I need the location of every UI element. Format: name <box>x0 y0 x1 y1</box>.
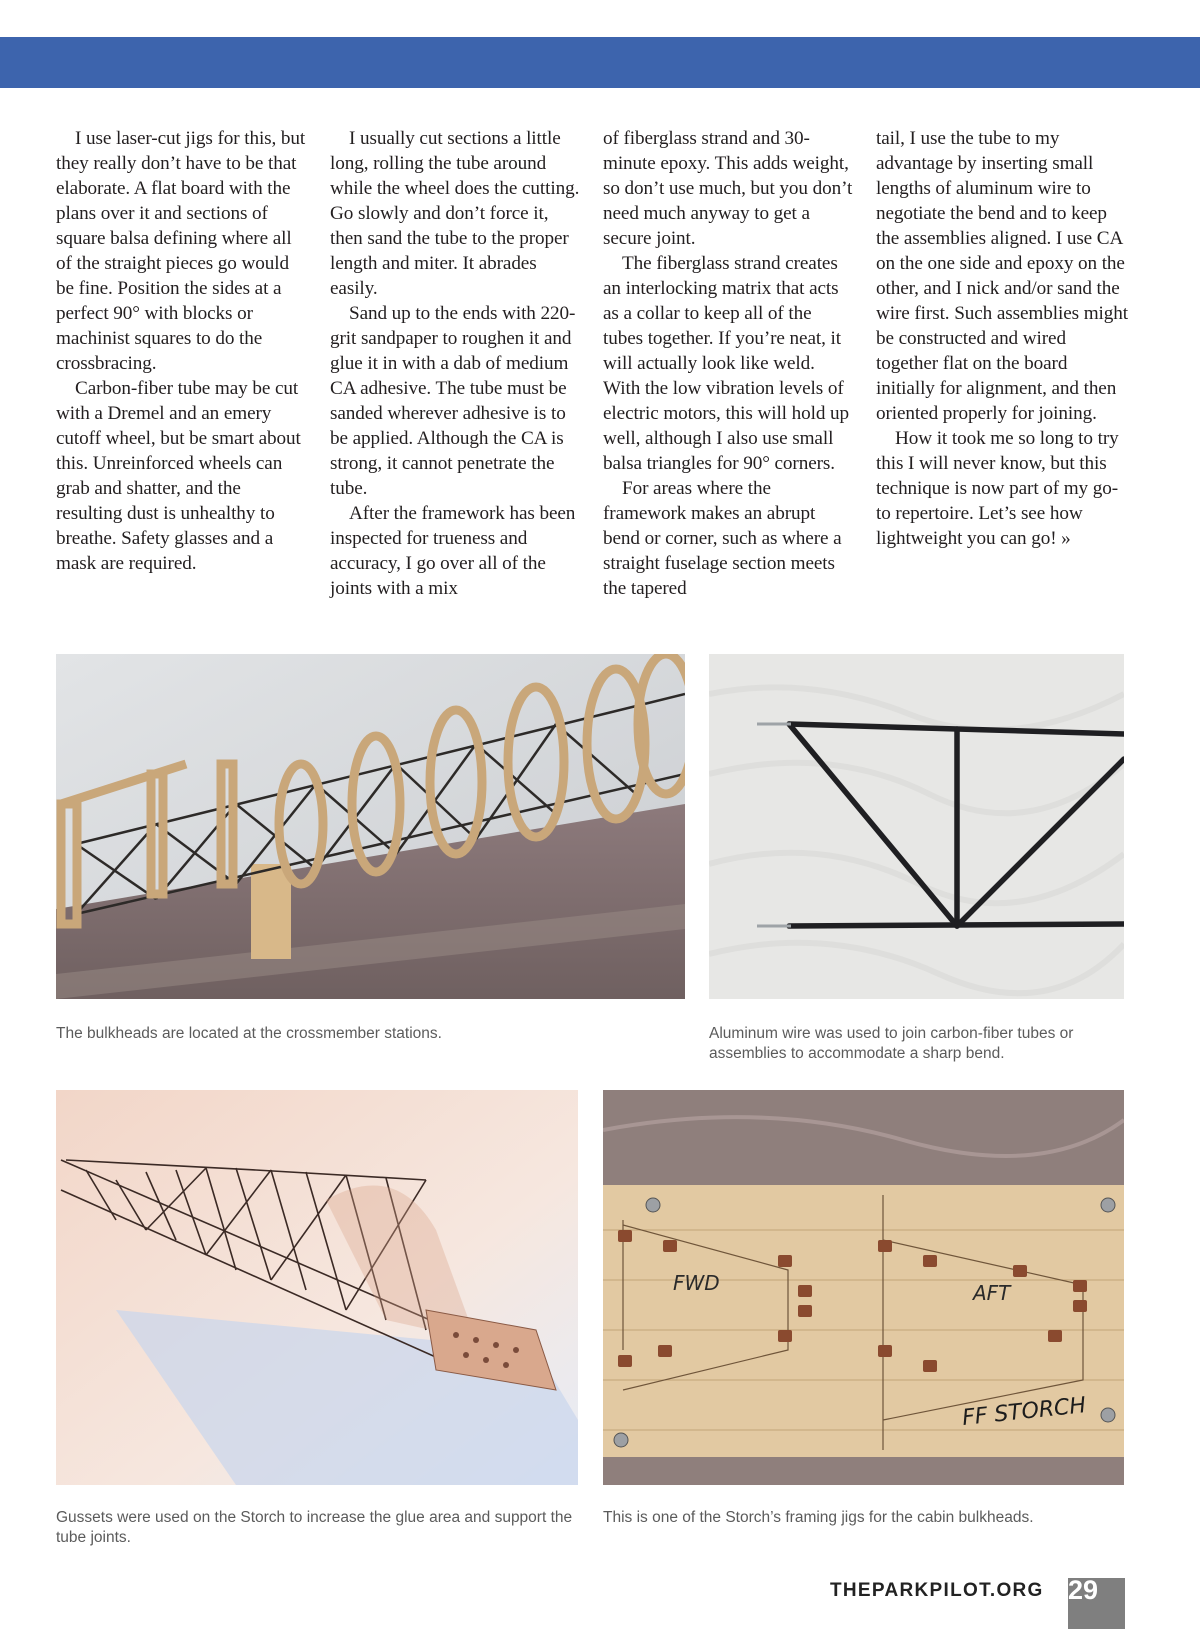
caption-photo-3: Gussets were used on the Storch to increase the glue area and support the tube joints. <box>56 1509 573 1546</box>
paragraph: I usually cut sections a little long, rolling the tube around while the wheel does the cutting. Go slowly and don’t force it, then sand the tube to the proper length and miter. It abrades easily. <box>330 128 580 299</box>
paragraph: After the framework has been inspected for trueness and accuracy, I go over all of the joints with a mix <box>330 503 576 599</box>
jig-aft-label: AFT <box>973 1281 1011 1305</box>
paragraph: Sand up to the ends with 220-grit sandpaper to roughen it and glue it in with a dab of medium CA adhesive. The tube must be sanded wherever adhesive is to be applied. Although the CA is strong, it cannot penetrate the tube. <box>330 303 576 499</box>
footer-website: THEPARKPILOT.ORG <box>830 1580 1044 1601</box>
text-column-3 <box>603 126 855 601</box>
caption-photo-1: The bulkheads are located at the crossmember stations. <box>56 1025 442 1042</box>
header-color-bar <box>0 37 1200 88</box>
caption-photo-2: Aluminum wire was used to join carbon-fiber tubes or assemblies to accommodate a sharp bend. <box>709 1025 1074 1062</box>
jig-fwd-label: FWD <box>673 1271 720 1295</box>
photo-storch-framework <box>56 1090 578 1485</box>
photo-bulkheads <box>56 654 685 999</box>
paragraph-continued: of fiberglass strand and 30-minute epoxy. This adds weight, so don’t use much, but you don’t need much anyway to get a secure joint. <box>603 128 853 249</box>
paragraph: For areas where the framework makes an abrupt bend or corner, such as where a straight fuselage section meets the tapered <box>603 478 842 599</box>
caption-photo-4: This is one of the Storch’s framing jigs for the cabin bulkheads. <box>603 1509 1034 1526</box>
text-column-1 <box>56 126 308 576</box>
photo-framing-jig <box>603 1090 1124 1485</box>
paragraph: The fiberglass strand creates an interlocking matrix that acts as a collar to keep all of the tubes together. If you’re neat, it will actually look like weld. With the low vibration levels of electric motors, this will hold up well, although I also use small balsa triangles for 90° corners. <box>603 253 850 474</box>
paragraph: Carbon-fiber tube may be cut with a Dremel and an emery cutoff wheel, but be smart about this. Unreinforced wheels can grab and shatter, and the resulting dust is unhealthy to breathe. Safety glasses and a mask are required. <box>56 378 301 574</box>
paragraph: I use laser-cut jigs for this, but they really don’t have to be that elaborate. A flat board with the plans over it and sections of square balsa defining where all of the straight pieces go would be fine. Position the sides at a perfect 90° with blocks or machinist squares to do the crossbracing. <box>56 128 306 374</box>
paragraph: How it took me so long to try this I will never know, but this technique is now part of my go-to repertoire. Let’s see how lightweight you can go! » <box>876 428 1119 549</box>
photo-aluminum-wire <box>709 654 1124 999</box>
text-column-4 <box>876 126 1128 551</box>
page-number: 29 <box>1068 1575 1099 1605</box>
jig-signature-label: FF STORCH <box>961 1393 1088 1431</box>
text-column-2 <box>330 126 582 601</box>
paragraph-continued: tail, I use the tube to my advantage by inserting small lengths of aluminum wire to negotiate the bend and to keep the assemblies aligned. I use CA on the one side and epoxy on the other, and I nick and/or sand the wire first. Such assemblies might be constructed and wired together flat on the board initially for alignment, and then oriented properly for joining. <box>876 128 1128 424</box>
